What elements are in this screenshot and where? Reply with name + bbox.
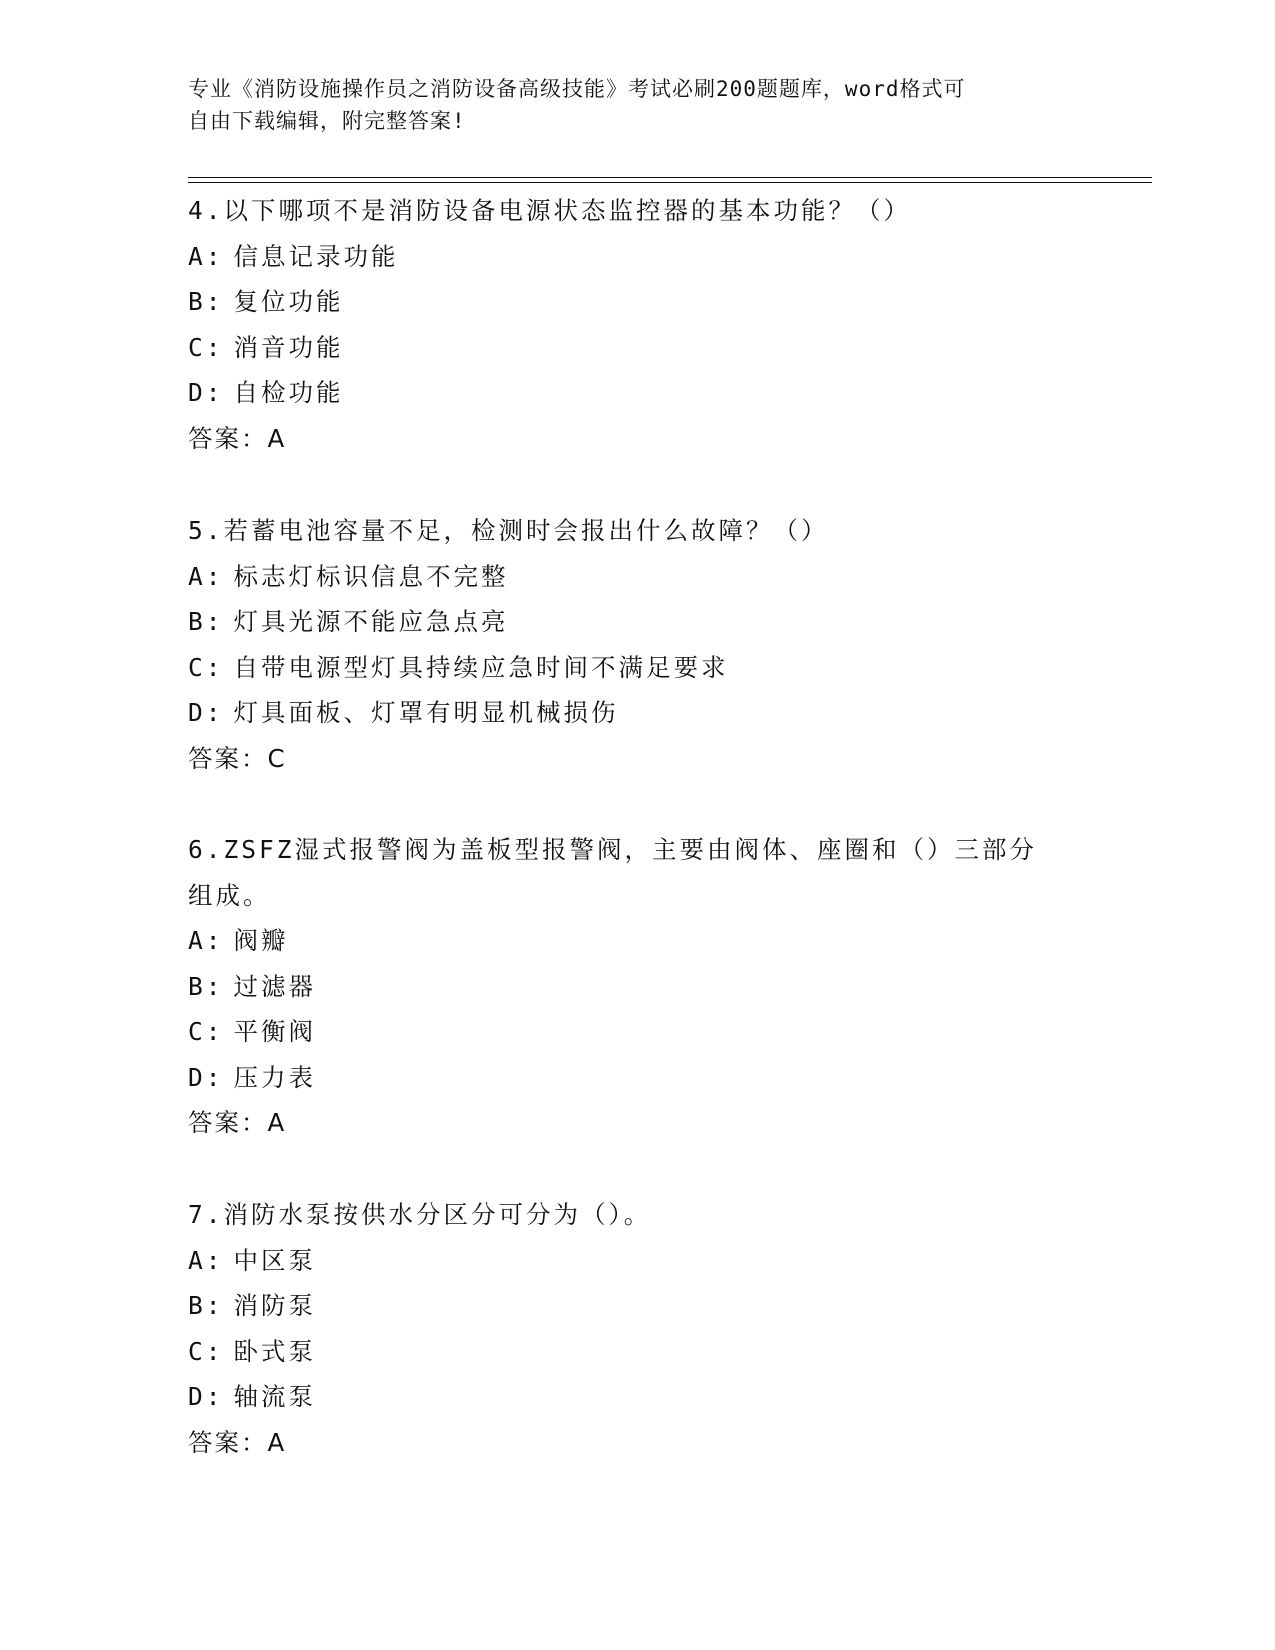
question-block	[188, 827, 1088, 1146]
option-c: C: 自带电源型灯具持续应急时间不满足要求	[188, 652, 729, 682]
question-block	[188, 1192, 1088, 1465]
option-a: A: 标志灯标识信息不完整	[188, 561, 509, 591]
option-b: B: 复位功能	[188, 287, 344, 316]
answer-label: 答案：	[188, 1108, 268, 1137]
answer-value: A	[267, 1427, 287, 1457]
option-b: B: 灯具光源不能应急点亮	[188, 607, 509, 636]
question-block	[188, 188, 1088, 461]
option-a: A: 中区泵	[188, 1245, 317, 1275]
option-a: A: 阀瓣	[188, 926, 289, 955]
question-stem: 5.若蓄电池容量不足，检测时会报出什么故障？（）	[188, 516, 829, 545]
answer-label: 答案：	[188, 423, 268, 453]
header-divider-top	[188, 177, 1152, 178]
answer-line	[188, 1420, 1088, 1466]
question-stem: 7.消防水泵按供水分区分可分为（）。	[188, 1200, 652, 1229]
option-c: C: 卧式泵	[188, 1336, 317, 1366]
option-d: D: 自检功能	[188, 378, 344, 407]
option-a: A: 信息记录功能	[188, 241, 399, 271]
option-d: D: 灯具面板、灯罩有明显机械损伤	[188, 698, 619, 727]
header-divider-bottom	[188, 182, 1152, 183]
question-stem-continued: 组成。	[188, 880, 271, 910]
option-d: D: 压力表	[188, 1062, 317, 1092]
answer-value: A	[267, 1108, 287, 1137]
answer-value: A	[267, 423, 287, 453]
answer-line	[188, 736, 1088, 782]
option-b: B: 过滤器	[188, 971, 317, 1001]
answer-label: 答案：	[188, 743, 268, 773]
option-d: D: 轴流泵	[188, 1382, 317, 1411]
header-line-2: 自由下载编辑，附完整答案!	[188, 109, 466, 133]
answer-line	[188, 416, 1088, 462]
answer-line	[188, 1100, 1088, 1146]
answer-value: C	[267, 743, 287, 773]
answer-label: 答案：	[188, 1427, 268, 1457]
option-c: C: 平衡阀	[188, 1017, 317, 1046]
question-stem: 6.ZSFZ湿式报警阀为盖板型报警阀，主要由阀体、座圈和（）三部分	[188, 835, 1037, 864]
option-c: C: 消音功能	[188, 332, 344, 362]
header-line-1: 专业《消防设施操作员之消防设备高级技能》考试必刷200题题库，word格式可	[188, 77, 966, 101]
question-block	[188, 508, 1088, 781]
document-header	[188, 73, 1068, 137]
option-b: B: 消防泵	[188, 1291, 317, 1320]
question-stem: 4.以下哪项不是消防设备电源状态监控器的基本功能？（）	[188, 196, 911, 225]
